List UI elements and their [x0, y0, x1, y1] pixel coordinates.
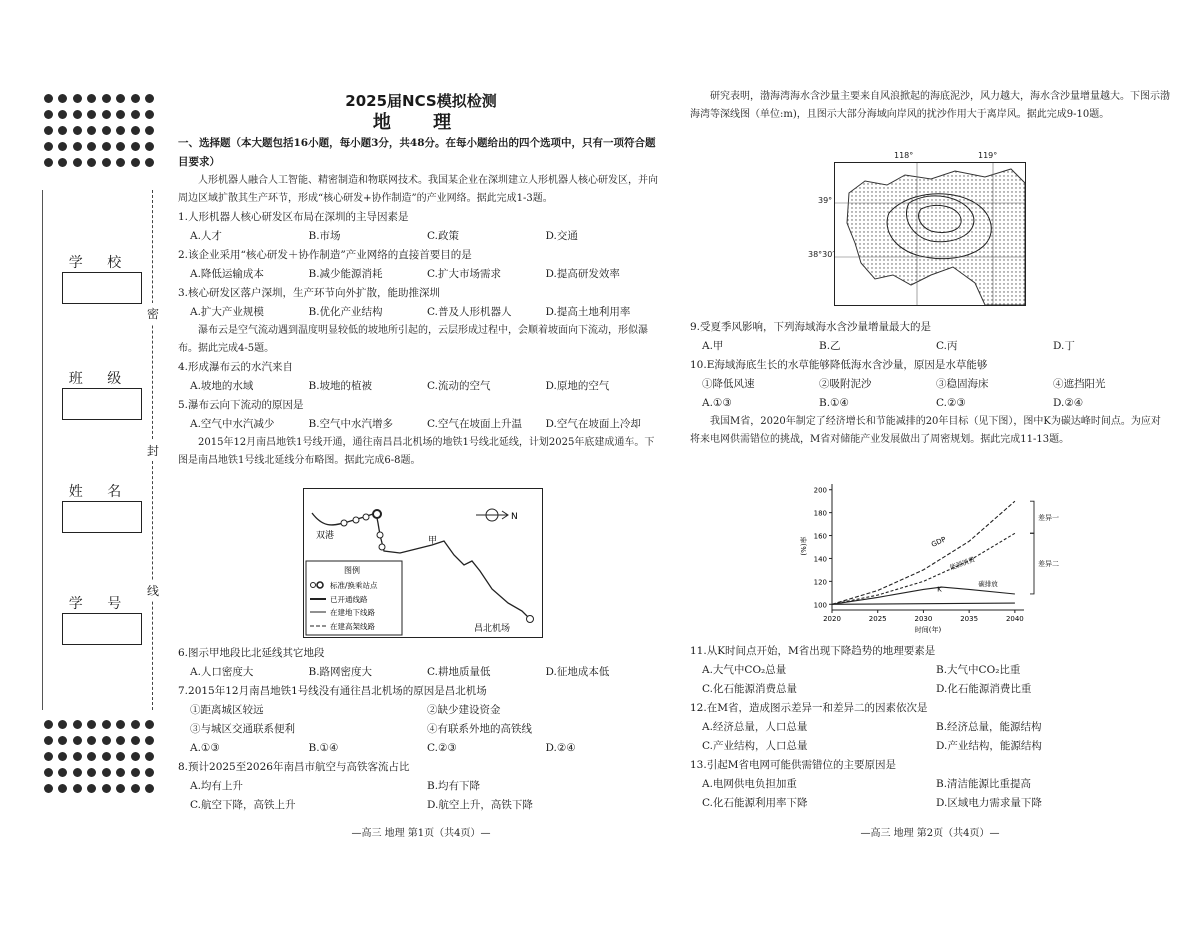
- dot-mark: [44, 736, 53, 745]
- y-tick-label: 160: [813, 532, 827, 541]
- y-tick-label: 120: [813, 578, 827, 587]
- x-tick-label: 2040: [1005, 615, 1024, 623]
- options-q11-row1: [690, 661, 1170, 680]
- energy-chart-svg: [792, 476, 1082, 636]
- dot-mark: [87, 126, 96, 135]
- option-q12-b[interactable]: B.经济总量，能源结构: [936, 721, 1042, 733]
- dot-mark: [44, 94, 53, 103]
- dot-mark: [102, 768, 111, 777]
- annotation-diff-2: 差异二: [1038, 560, 1059, 569]
- dot-mark: [116, 158, 125, 167]
- options-q5: [178, 415, 664, 434]
- page-2-column-top: [690, 88, 1170, 124]
- dot-mark: [102, 720, 111, 729]
- dot-mark: [145, 768, 154, 777]
- statements-q7-row1: [178, 701, 664, 720]
- passage-3: 2015年12月南昌地铁1号线开通，通往南昌昌北机场的地铁1号线北延线，计划2025年底建成通车。下图是南昌地铁1号线北延线分布略图。据此完成6-8题。: [178, 437, 655, 466]
- series-line-2: [832, 533, 1015, 604]
- airport-station: [527, 616, 534, 623]
- question-5: 5.瀑布云向下流动的原因是: [178, 399, 304, 411]
- options-q8-row1: [178, 777, 664, 796]
- option-q9-c[interactable]: C.丙: [936, 340, 958, 352]
- transfer-station: [373, 510, 381, 518]
- option-q4-d[interactable]: D.原地的空气: [545, 380, 610, 392]
- passage-4: 研究表明，渤海湾海水含沙量主要来自风浪掀起的海底泥沙，风力越大，海水含沙量增量越大。下图示渤海湾等深线图（单位:m)，且图示大部分海域向岸风的扰沙作用大于离岸风。据此完成9-10题。: [690, 91, 1170, 120]
- lat-label-3830: 38°30′: [808, 250, 835, 259]
- series-line-3: [832, 587, 1015, 604]
- dot-mark: [145, 158, 154, 167]
- option-q4-a[interactable]: A.坡地的水域: [190, 380, 254, 392]
- bohai-bay-map: [834, 162, 1026, 306]
- dot-mark: [58, 158, 67, 167]
- page-2-questions-mid: [690, 318, 1170, 449]
- option-q13-b[interactable]: B.清洁能源比重提高: [936, 778, 1032, 790]
- question-11: 11.从K时间点开始，M省出现下降趋势的地理要素是: [690, 645, 936, 657]
- margin-border-line: [42, 190, 43, 710]
- option-q8-c[interactable]: C.航空下降，高铁上升: [190, 799, 296, 811]
- dot-mark: [87, 158, 96, 167]
- dot-mark: [102, 736, 111, 745]
- dot-row: [44, 142, 154, 152]
- option-q9-d[interactable]: D.丁: [1053, 340, 1075, 352]
- dot-mark: [116, 768, 125, 777]
- bracket-diff-2: [1030, 533, 1034, 594]
- seal-word-xian: 线: [147, 580, 159, 601]
- dot-mark: [58, 720, 67, 729]
- x-tick-label: 2035: [960, 615, 979, 623]
- field-name-box[interactable]: [62, 501, 142, 533]
- statements-q10: [690, 375, 1170, 394]
- dot-mark: [44, 784, 53, 793]
- option-q3-c[interactable]: C.普及人形机器人: [427, 306, 512, 318]
- option-q11-d[interactable]: D.化石能源消费比重: [936, 683, 1032, 695]
- series-label-carbon: 碳排放: [978, 579, 998, 588]
- annotation-k: K: [937, 585, 942, 594]
- dot-row: [44, 720, 154, 730]
- option-q7-c[interactable]: C.②③: [427, 742, 457, 754]
- dot-mark: [145, 720, 154, 729]
- question-13: 13.引起M省电网可能供需错位的主要原因是: [690, 759, 896, 771]
- station-circle: [379, 544, 385, 550]
- y-tick-label: 200: [813, 486, 827, 495]
- field-id-box[interactable]: [62, 613, 142, 645]
- exam-title: 2025届NCS模拟检测: [345, 92, 497, 110]
- statement-q10-3: ③稳固海床: [936, 378, 989, 390]
- dot-row: [44, 736, 154, 746]
- option-q3-a[interactable]: A.扩大产业规模: [190, 306, 264, 318]
- dot-mark: [102, 126, 111, 135]
- options-q11-row2: [690, 680, 1170, 699]
- question-6: 6.图示甲地段比北延线其它地段: [178, 647, 325, 659]
- dot-mark: [73, 784, 82, 793]
- dot-mark: [145, 110, 154, 119]
- dot-mark: [44, 142, 53, 151]
- dot-mark: [145, 736, 154, 745]
- dot-mark: [131, 768, 140, 777]
- dot-mark: [87, 736, 96, 745]
- series-line-4: [832, 603, 1015, 604]
- question-12: 12.在M省，造成图示差异一和差异二的因素依次是: [690, 702, 928, 714]
- option-q7-d[interactable]: D.②④: [545, 742, 576, 754]
- y-tick-label: 100: [813, 601, 827, 610]
- option-q5-a[interactable]: A.空气中水汽减少: [190, 418, 275, 430]
- options-q12-row1: [690, 718, 1170, 737]
- dot-mark: [58, 752, 67, 761]
- dot-row: [44, 158, 154, 168]
- option-q11-c[interactable]: C.化石能源消费总量: [702, 683, 797, 695]
- dot-mark: [131, 94, 140, 103]
- options-q2: [178, 265, 664, 284]
- page-1-questions-lower: [178, 644, 664, 815]
- dot-mark: [73, 126, 82, 135]
- dot-mark: [73, 720, 82, 729]
- station-circle: [341, 520, 347, 526]
- option-q2-d[interactable]: D.提高研发效率: [545, 268, 620, 280]
- option-q4-b[interactable]: B.坡地的植被: [308, 380, 373, 392]
- options-q13-row1: [690, 775, 1170, 794]
- page-2-questions-lower: [690, 642, 1170, 813]
- dot-row: [44, 768, 154, 778]
- y-tick-label: 140: [813, 555, 827, 564]
- dot-mark: [87, 142, 96, 151]
- label-jia: 甲: [428, 536, 438, 546]
- field-label-class: 班 级: [68, 371, 132, 387]
- option-q2-a[interactable]: A.降低运输成本: [190, 268, 264, 280]
- dot-mark: [87, 752, 96, 761]
- dot-mark: [73, 736, 82, 745]
- dot-mark: [44, 720, 53, 729]
- y-tick-label: 180: [813, 509, 827, 518]
- dot-mark: [87, 110, 96, 119]
- label-airport: 昌北机场: [474, 624, 511, 634]
- bay-map-svg: [835, 163, 1025, 305]
- energy-chart: [792, 476, 1082, 636]
- option-q11-b[interactable]: B.大气中CO₂比重: [936, 664, 1021, 676]
- option-q3-d[interactable]: D.提高土地利用率: [545, 306, 631, 318]
- dot-mark: [73, 158, 82, 167]
- dot-mark: [87, 784, 96, 793]
- lat-label-39: 39°: [818, 196, 833, 205]
- section-heading: 一、选择题（本大题包括16小题，每小题3分，共48分。在每小题给出的四个选项中，只有一项符合题目要求）: [178, 137, 656, 168]
- option-q10-d[interactable]: D.②④: [1053, 397, 1084, 409]
- option-q13-c[interactable]: C.化石能源利用率下降: [702, 797, 808, 809]
- dot-mark: [145, 94, 154, 103]
- option-q8-a[interactable]: A.均有上升: [190, 780, 243, 792]
- option-q4-c[interactable]: C.流动的空气: [427, 380, 491, 392]
- dot-mark: [116, 784, 125, 793]
- options-q6: [178, 663, 664, 682]
- page-2-footer: —高三 地理 第2页（共4页）—: [860, 828, 1000, 839]
- legend-item-open: 已开通线路: [330, 595, 368, 604]
- dot-mark: [58, 110, 67, 119]
- dot-mark: [44, 158, 53, 167]
- legend-item-elevated: 在建高架线路: [330, 622, 375, 631]
- option-q12-a[interactable]: A.经济总量，人口总量: [702, 721, 808, 733]
- field-label-name: 姓 名: [68, 484, 132, 500]
- dot-mark: [145, 142, 154, 151]
- dot-mark: [58, 126, 67, 135]
- seal-word-feng: 封: [147, 440, 159, 461]
- dot-mark: [116, 142, 125, 151]
- field-class-box[interactable]: [62, 388, 142, 420]
- dot-mark: [44, 752, 53, 761]
- lon-label-118: 118°: [894, 151, 914, 160]
- station-circle: [363, 514, 369, 520]
- option-q10-a[interactable]: A.①③: [702, 397, 732, 409]
- option-q6-a[interactable]: A.人口密度大: [190, 666, 254, 678]
- question-4: 4.形成瀑布云的水汽来自: [178, 361, 294, 373]
- dot-mark: [102, 110, 111, 119]
- option-q1-a[interactable]: A.人才: [190, 230, 222, 242]
- dot-row: [44, 752, 154, 762]
- option-q11-a[interactable]: A.大气中CO₂总量: [702, 664, 787, 676]
- seal-word-mi: 密: [147, 303, 159, 324]
- field-label-id: 学 号: [68, 596, 132, 612]
- options-q8-row2: [178, 796, 664, 815]
- dot-mark: [87, 720, 96, 729]
- x-tick-label: 2025: [868, 615, 887, 623]
- metro-map-figure: [303, 488, 543, 638]
- option-q9-b[interactable]: B.乙: [819, 340, 841, 352]
- dot-mark: [58, 142, 67, 151]
- north-arrow-icon: [476, 509, 508, 521]
- lon-label-119: 119°: [978, 151, 998, 160]
- station-circle: [353, 517, 359, 523]
- option-q8-d[interactable]: D.航空上升，高铁下降: [427, 799, 533, 811]
- dot-mark: [102, 142, 111, 151]
- legend-station-icon: [311, 583, 316, 588]
- option-q10-c[interactable]: C.②③: [936, 397, 966, 409]
- statement-q7-1: ①距离城区较远: [190, 704, 264, 716]
- option-q2-c[interactable]: C.扩大市场需求: [427, 268, 501, 280]
- dot-mark: [58, 736, 67, 745]
- dot-mark: [131, 142, 140, 151]
- options-q9: [690, 337, 1170, 356]
- dot-mark: [87, 768, 96, 777]
- passage-1: 人形机器人融合人工智能、精密制造和物联网技术。我国某企业在深圳建立人形机器人核心研发区，并向周边区域扩散其生产环节，形成“核心研发+协作制造”的产业网络。据此完成1-3题。: [178, 175, 658, 204]
- x-tick-label: 2030: [914, 615, 933, 623]
- option-q2-b[interactable]: B.减少能源消耗: [308, 268, 383, 280]
- options-q4: [178, 377, 664, 396]
- question-7: 7.2015年12月南昌地铁1号线没有通往昌北机场的原因是昌北机场: [178, 685, 487, 697]
- option-q13-d[interactable]: D.区域电力需求量下降: [936, 797, 1042, 809]
- dot-mark: [131, 720, 140, 729]
- question-10: 10.E海域海底生长的水草能够降低海水含沙量，原因是水草能够: [690, 359, 988, 371]
- option-q5-b[interactable]: B.空气中水汽增多: [308, 418, 394, 430]
- dot-row: [44, 94, 154, 104]
- dot-mark: [87, 94, 96, 103]
- label-shuanggang: 双港: [316, 531, 335, 541]
- option-q10-b[interactable]: B.①④: [819, 397, 849, 409]
- statement-q7-2: ②缺少建设资金: [427, 704, 501, 716]
- dot-row: [44, 110, 154, 120]
- dot-mark: [116, 110, 125, 119]
- field-school-box[interactable]: [62, 272, 142, 304]
- options-q7: [178, 739, 664, 758]
- dot-mark: [116, 720, 125, 729]
- dot-mark: [58, 768, 67, 777]
- option-q13-a[interactable]: A.电网供电负担加重: [702, 778, 797, 790]
- dot-mark: [131, 784, 140, 793]
- statement-q7-4: ④有联系外地的高铁线: [427, 723, 532, 735]
- dot-mark: [73, 768, 82, 777]
- station-circle: [377, 532, 383, 538]
- option-q7-a[interactable]: A.①③: [190, 742, 220, 754]
- dot-mark: [102, 784, 111, 793]
- dot-mark: [44, 768, 53, 777]
- series-line-1: [832, 501, 1015, 604]
- dot-mark: [131, 752, 140, 761]
- dot-mark: [44, 110, 53, 119]
- option-q9-a[interactable]: A.甲: [702, 340, 724, 352]
- dot-mark: [73, 142, 82, 151]
- passage-2: 瀑布云是空气流动遇到温度明显较低的坡地所引起的，云层形成过程中，会顺着坡面向下流动，形似瀑布。据此完成4-5题。: [178, 325, 648, 354]
- dot-row: [44, 126, 154, 136]
- dot-mark: [145, 126, 154, 135]
- options-q1: [178, 227, 664, 246]
- option-q7-b[interactable]: B.①④: [308, 742, 339, 754]
- series-label-gdp: GDP: [930, 535, 948, 549]
- dot-mark: [131, 126, 140, 135]
- option-q1-d[interactable]: D.交通: [545, 230, 578, 242]
- question-9: 9.受夏季风影响，下列海域海水含沙量增量最大的是: [690, 321, 932, 333]
- options-q10: [690, 394, 1170, 413]
- dot-row: [44, 784, 154, 794]
- dot-mark: [73, 94, 82, 103]
- dot-mark: [73, 752, 82, 761]
- dot-mark: [116, 752, 125, 761]
- statement-q10-1: ①降低风速: [702, 378, 755, 390]
- option-q8-b[interactable]: B.均有下降: [427, 780, 481, 792]
- options-q3: [178, 303, 664, 322]
- dot-mark: [102, 94, 111, 103]
- dot-mark: [116, 126, 125, 135]
- series-label-energy: 能源消费: [948, 555, 976, 572]
- y-axis-label: (%)率: [800, 536, 808, 556]
- option-q6-c[interactable]: C.耕地质量低: [427, 666, 491, 678]
- option-q12-d[interactable]: D.产业结构，能源结构: [936, 740, 1042, 752]
- dot-mark: [44, 126, 53, 135]
- dot-mark: [131, 110, 140, 119]
- dot-mark: [116, 94, 125, 103]
- option-q5-d[interactable]: D.空气在坡面上冷却: [545, 418, 641, 430]
- page-1-footer: —高三 地理 第1页（共4页）—: [351, 828, 491, 839]
- x-axis-label: 时间(年): [914, 626, 942, 634]
- x-tick-label: 2020: [823, 615, 841, 623]
- dot-mark: [73, 110, 82, 119]
- option-q1-b[interactable]: B.市场: [308, 230, 341, 242]
- option-q5-c[interactable]: C.空气在坡面上升温: [427, 418, 522, 430]
- field-label-school: 学 校: [68, 255, 132, 271]
- dot-mark: [131, 736, 140, 745]
- options-q12-row2: [690, 737, 1170, 756]
- north-label: N: [511, 512, 518, 522]
- annotation-diff-1: 差异一: [1038, 514, 1059, 523]
- option-q12-c[interactable]: C.产业结构，人口总量: [702, 740, 808, 752]
- option-q3-b[interactable]: B.优化产业结构: [308, 306, 383, 318]
- question-3: 3.核心研发区落户深圳，生产环节向外扩散，能助推深圳: [178, 287, 441, 299]
- subject-title: 地 理: [372, 112, 470, 133]
- legend-item-underground: 在建地下线路: [330, 608, 375, 617]
- dot-mark: [131, 158, 140, 167]
- statement-q10-4: ④遮挡阳光: [1053, 378, 1106, 390]
- legend-transfer-icon: [317, 582, 323, 588]
- metro-map-svg: [304, 489, 542, 637]
- dot-mark: [145, 752, 154, 761]
- statement-q10-2: ②吸附泥沙: [819, 378, 872, 390]
- option-q6-b[interactable]: B.路网密度大: [308, 666, 373, 678]
- passage-5: 我国M省，2020年制定了经济增长和节能减排的20年目标（见下图），图中K为碳达峰时间点。为应对将来电网供需错位的挑战，M省对储能产业发展做出了周密规划。据此完成11-13题。: [690, 416, 1161, 445]
- question-2: 2.该企业采用“核心研发＋协作制造”产业网络的直接首要目的是: [178, 249, 472, 261]
- statements-q7-row2: [178, 720, 664, 739]
- option-q1-c[interactable]: C.政策: [427, 230, 459, 242]
- question-1: 1.人形机器人核心研发区布局在深圳的主导因素是: [178, 211, 409, 223]
- sea-area: [847, 169, 1025, 305]
- question-8: 8.预计2025至2026年南昌市航空与高铁客流占比: [178, 761, 410, 773]
- dot-mark: [145, 784, 154, 793]
- dot-mark: [102, 158, 111, 167]
- legend-title: 图例: [344, 566, 360, 575]
- options-q13-row2: [690, 794, 1170, 813]
- page-1-column: [178, 92, 664, 470]
- dot-mark: [102, 752, 111, 761]
- dot-mark: [58, 94, 67, 103]
- dot-mark: [116, 736, 125, 745]
- option-q6-d[interactable]: D.征地成本低: [545, 666, 610, 678]
- statement-q7-3: ③与城区交通联系便利: [190, 723, 295, 735]
- bracket-diff-1: [1030, 501, 1034, 533]
- dot-mark: [58, 784, 67, 793]
- legend-item-station: 标准/换乘站点: [330, 581, 378, 590]
